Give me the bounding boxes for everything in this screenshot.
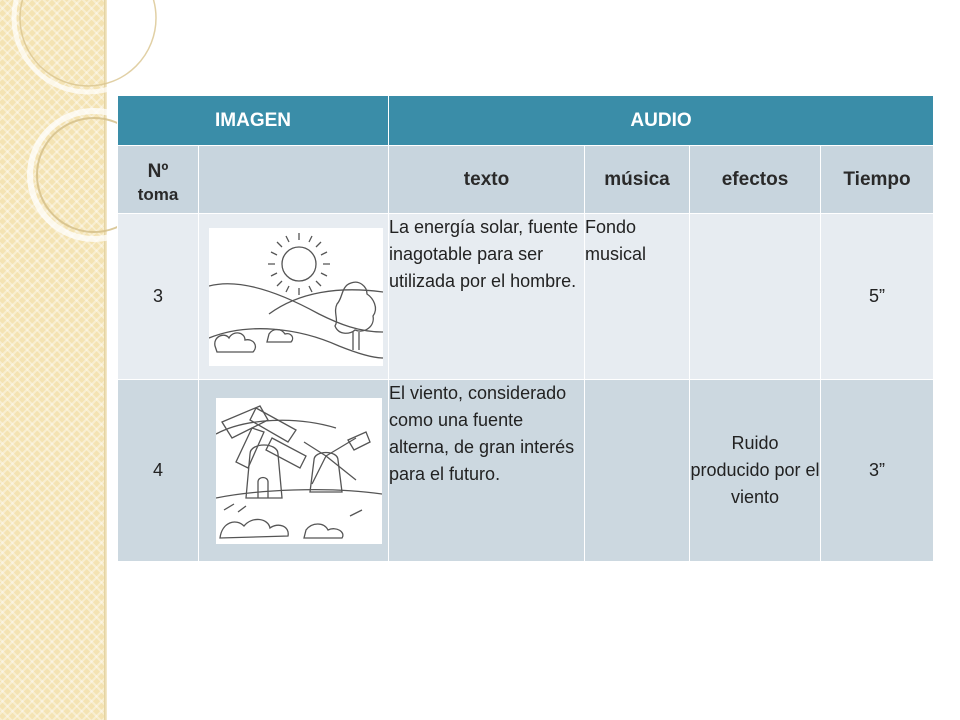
- musica-cell: Fondo musical: [585, 214, 690, 380]
- efectos-header: efectos: [690, 146, 821, 214]
- audio-header: AUDIO: [389, 96, 934, 146]
- image-column-header: [199, 146, 389, 214]
- efectos-cell: Ruido producido por el viento: [690, 380, 821, 562]
- windmills-drawing: [216, 398, 382, 544]
- texto-cell: La energía solar, fuente inagotable para ser utilizada por el hombre.: [389, 214, 585, 380]
- table-row: [118, 214, 934, 380]
- imagen-header: IMAGEN: [118, 96, 389, 146]
- toma-cell: 3: [118, 214, 199, 380]
- header-row: [118, 96, 934, 146]
- storyboard-table: [117, 95, 934, 562]
- tiempo-cell: 5”: [821, 214, 934, 380]
- table-row: [118, 380, 934, 562]
- tiempo-header: Tiempo: [821, 146, 934, 214]
- sun-hills-tree-drawing: [209, 228, 383, 366]
- toma-header: [118, 146, 199, 214]
- image-cell: [199, 380, 389, 562]
- image-cell: [199, 214, 389, 380]
- musica-cell: [585, 380, 690, 562]
- toma-header-line1: Nº: [147, 160, 169, 182]
- toma-header-line2: toma: [137, 184, 179, 204]
- subheader-row: [118, 146, 934, 214]
- tiempo-cell: 3”: [821, 380, 934, 562]
- musica-header: música: [585, 146, 690, 214]
- toma-cell: 4: [118, 380, 199, 562]
- texto-header: texto: [389, 146, 585, 214]
- efectos-cell: [690, 214, 821, 380]
- texto-cell: El viento, considerado como una fuente alterna, de gran interés para el futuro.: [389, 380, 585, 562]
